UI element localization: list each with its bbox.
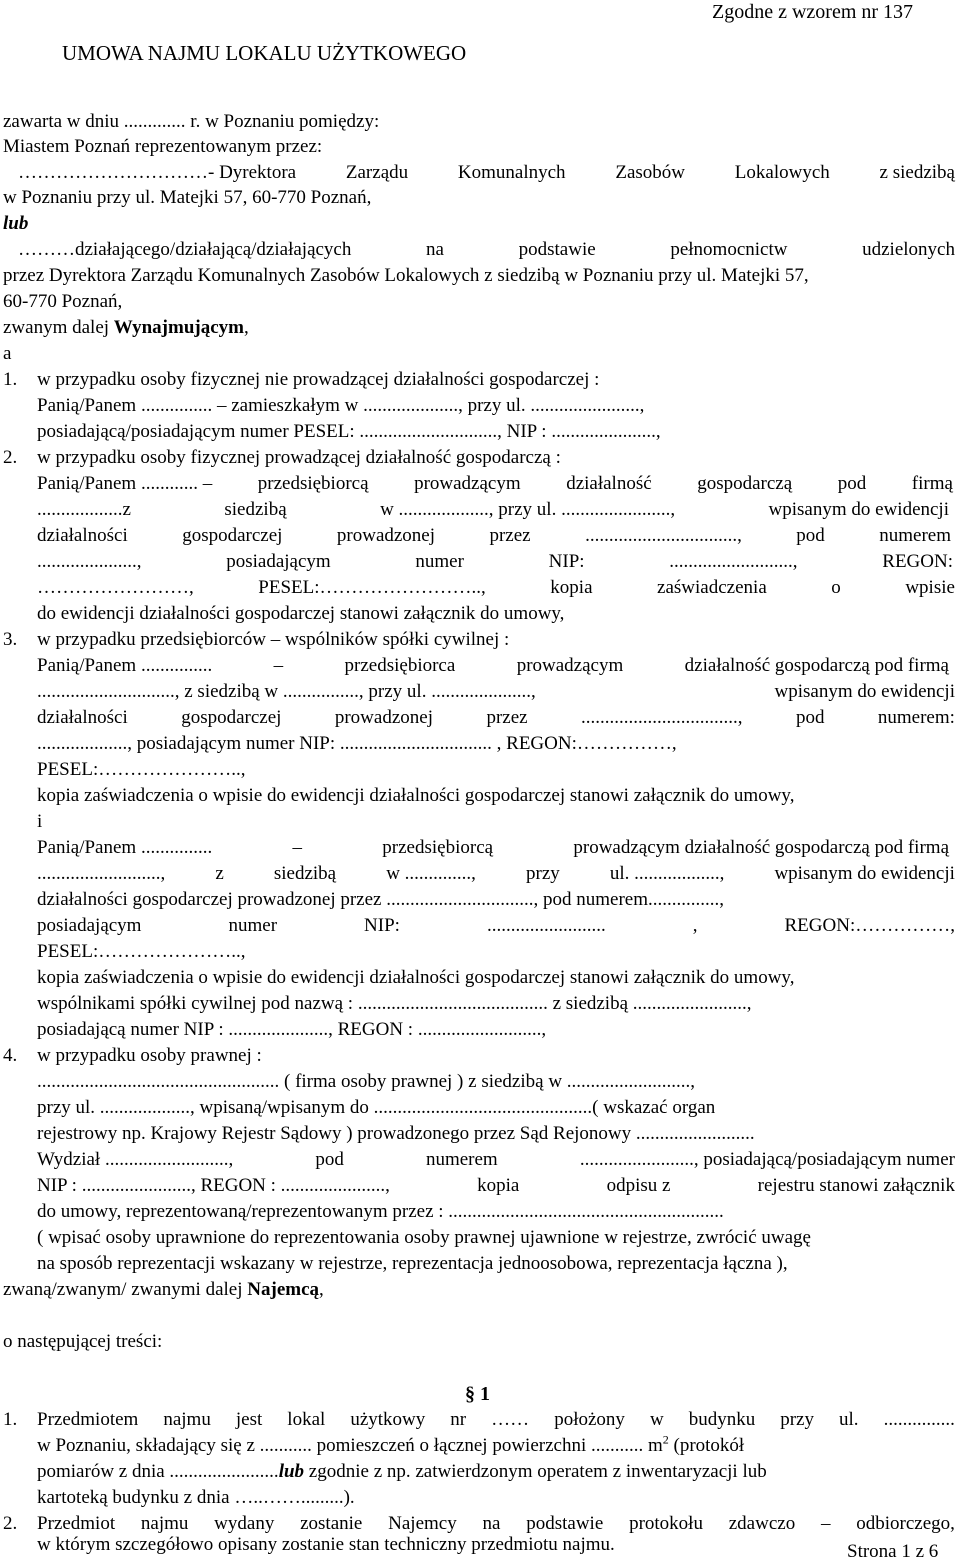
p3-line-16: posiadającą numer NIP : ....................., REGON : .........................., [37, 1019, 547, 1040]
p4-line-6: NIP : ......................., REGON : ......................, kopia odpisu z rejestru stanowi załącznik [37, 1175, 955, 1196]
intro-line-1: zawarta w dniu ............. r. w Poznaniu pomiędzy: [3, 111, 380, 132]
s1-item1-line-3: pomiarów z dnia .......................lub zgodnie z np. zatwierdzonym operatem z inwentaryzacji lub [37, 1461, 767, 1482]
p3-line-11: działalności gospodarczej prowadzonej przez ..............................., pod numerem..............., [37, 889, 724, 910]
p1-line-1: w przypadku osoby fizycznej nie prowadzącej działalności gospodarczej : [37, 369, 600, 390]
p4-line-8: ( wpisać osoby uprawnione do reprezentowania osoby prawnej ujawnione w rejestrze, zwrócić uwagę [37, 1227, 811, 1248]
closing-line-2: o następującej treści: [3, 1331, 163, 1352]
s1-item1-line-4: kartoteką budynku z dnia …..…….........). [37, 1487, 355, 1508]
s1-item2-line-2: w którym szczegółowo opisany zostanie stan techniczny przedmiotu najmu. [37, 1534, 615, 1555]
intro-line-5: lub [3, 213, 29, 234]
document-title: UMOWA NAJMU LOKALU UŻYTKOWEGO [62, 41, 467, 65]
intro-line-8: 60-770 Poznań, [3, 291, 123, 312]
p2-number: 2. [3, 447, 18, 468]
p1-number: 1. [3, 369, 18, 390]
p2-line-7: do ewidencji działalności gospodarczej stanowi załącznik do umowy, [37, 603, 565, 624]
s1-item2-line-1: Przedmiot najmu wydany zostanie Najemcy na podstawie protokołu zdawczo – odbiorczego, [37, 1513, 955, 1534]
p3-line-14: kopia zaświadczenia o wpisie do ewidencji działalności gospodarczej stanowi załącznik do umowy, [37, 967, 795, 988]
p3-line-7: kopia zaświadczenia o wpisie do ewidencji działalności gospodarczej stanowi załącznik do umowy, [37, 785, 795, 806]
p3-line-3: ............................., z siedzibą w ................, przy ul. ....................., wpisanym do ewidencji [37, 681, 955, 702]
intro-line-2: Miastem Poznań reprezentowanym przez: [3, 136, 323, 157]
p3-line-5: ..................., posiadającym numer NIP: ................................ , REGON:……………, [37, 733, 677, 754]
p4-line-1: w przypadku osoby prawnej : [37, 1045, 262, 1066]
landlord-term: Wynajmującym [113, 317, 244, 338]
p3-line-9: Panią/Panem ............... – przedsiębiorcą prowadzącym działalność gospodarczą pod firmą [37, 837, 949, 858]
section-heading: § 1 [465, 1383, 490, 1405]
p3-line-10: .........................., z siedzibą w .............., przy ul. .................., wpisanym do ewidencji [37, 863, 955, 884]
p1-line-3: posiadającą/posiadającym numer PESEL: ............................., NIP : ......................, [37, 421, 661, 442]
intro-line-10: a [3, 343, 12, 364]
p3-line-4: działalności gospodarczej prowadzonej przez ................................., pod numerem: [37, 707, 955, 728]
p3-line-1: w przypadku przedsiębiorców – wspólników spółki cywilnej : [37, 629, 510, 650]
p4-line-9: na sposób reprezentacji wskazany w rejestrze, reprezentacja jednoosobowa, reprezentacja łączna ), [37, 1253, 788, 1274]
p3-line-8: i [37, 811, 43, 832]
p4-line-3: przy ul. ..................., wpisaną/wpisanym do ..............................................( wskazać organ [37, 1097, 716, 1118]
p2-line-2: Panią/Panem ............ – przedsiębiorcą prowadzącym działalność gospodarczą pod firmą [37, 473, 953, 494]
p3-line-6: PESEL:………………….., [37, 759, 246, 780]
p3-line-2: Panią/Panem ............... – przedsiębiorca prowadzącym działalność gospodarczą pod firmą [37, 655, 949, 676]
tenant-term: Najemcą [247, 1279, 320, 1300]
intro-line-7: przez Dyrektora Zarządu Komunalnych Zasobów Lokalowych z siedzibą w Poznaniu przy ul. Matejki 57, [3, 265, 809, 286]
intro-line-9: zwanym dalej Wynajmującym, [3, 317, 249, 338]
p4-line-7: do umowy, reprezentowaną/reprezentowanym przez : .......................................................... [37, 1201, 724, 1222]
p3-line-12: posiadającym numer NIP: ......................... , REGON:……………, [37, 915, 955, 936]
p4-line-5: Wydział .........................., pod numerem ........................, posiadającą/posiadającym numer [37, 1149, 955, 1170]
s1-item1-line-1: Przedmiotem najmu jest lokal użytkowy nr …… położony w budynku przy ul. ............... [37, 1409, 955, 1430]
s1-item1-number: 1. [3, 1409, 18, 1430]
s1-item2-number: 2. [3, 1513, 18, 1534]
p3-number: 3. [3, 629, 18, 650]
intro-line-3: …………………………- Dyrektora Zarządu Komunalnych Zasobów Lokalowych z siedzibą [18, 162, 955, 183]
template-note: Zgodne z wzorem nr 137 [712, 1, 914, 23]
page-number: Strona 1 z 6 [847, 1541, 939, 1562]
p2-line-5: ....................., posiadającym numer NIP: .........................., REGON: [37, 551, 953, 572]
p2-line-3: ..................z siedzibą w ..................., przy ul. ......................., wpisanym do ewidencji [37, 499, 949, 520]
p4-line-4: rejestrowy np. Krajowy Rejestr Sądowy ) prowadzonego przez Sąd Rejonowy ......................... [37, 1123, 755, 1144]
p4-line-2: ................................................... ( firma osoby prawnej ) z siedzibą w .........................., [37, 1071, 696, 1092]
p1-line-2: Panią/Panem ............... – zamieszkałym w ...................., przy ul. ......................., [37, 395, 645, 416]
p2-line-1: w przypadku osoby fizycznej prowadzącej działalność gospodarczą : [37, 447, 561, 468]
p3-line-13: PESEL:………………….., [37, 941, 246, 962]
p4-number: 4. [3, 1045, 18, 1066]
closing-line-1: zwaną/zwanym/ zwanymi dalej Najemcą, [3, 1279, 324, 1300]
p2-line-4: działalności gospodarczej prowadzonej przez ................................, pod numerem [37, 525, 951, 546]
p3-line-15: wspólnikami spółki cywilnej pod nazwą : ........................................ z siedzibą ........................, [37, 993, 752, 1014]
s1-item1-line-2: w Poznaniu, składający się z ........... pomieszczeń o łącznej powierzchni ........... $m^2$ (protokół [37, 1432, 745, 1456]
intro-line-4: w Poznaniu przy ul. Matejki 57, 60-770 Poznań, [3, 187, 372, 208]
intro-line-6: ………działającego/działającą/działających na podstawie pełnomocnictw udzielonych [18, 239, 955, 260]
p2-line-6: ……………………, PESEL:…………………….., kopia zaświadczenia o wpisie [37, 577, 955, 598]
